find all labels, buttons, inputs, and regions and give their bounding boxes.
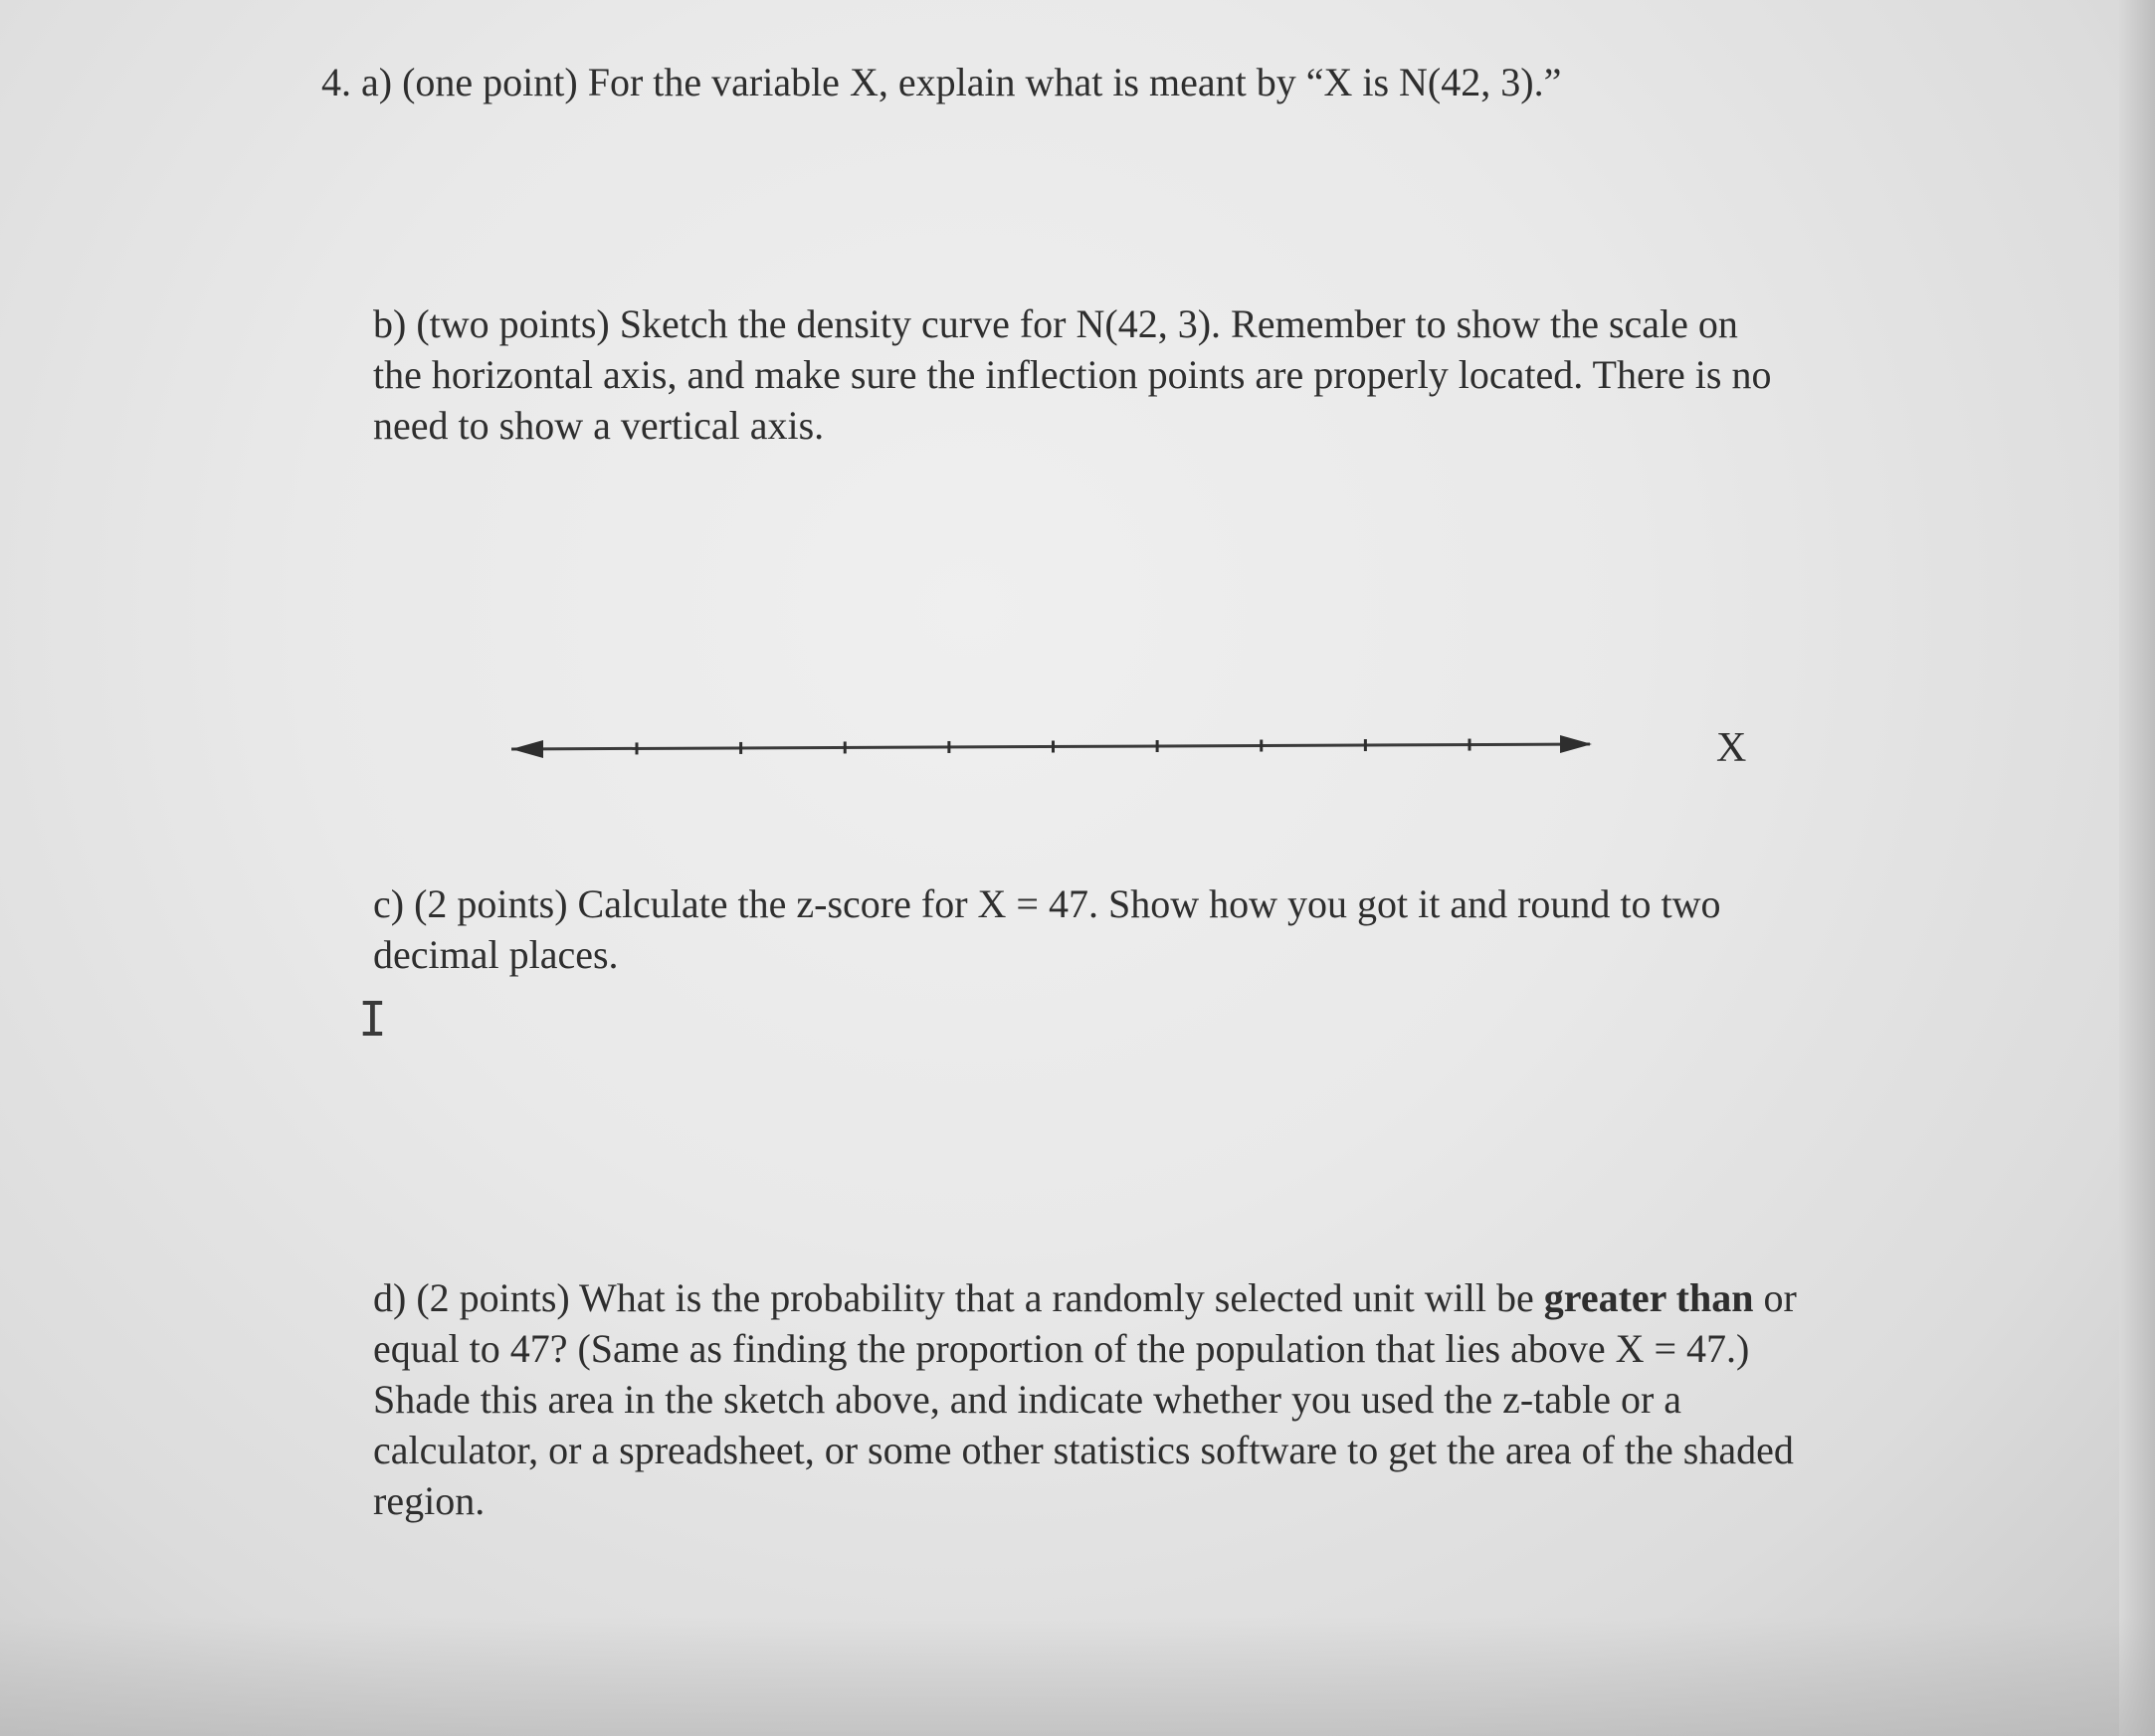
number-line-axis [511,744,1590,749]
text-cursor-icon: I [358,992,387,1048]
question-c-line: c) (2 points) Calculate the z-score for X = 47. Show how you got it and round to two [373,881,1721,926]
screen-edge [2119,0,2155,1736]
question-d-line1-end: or [1753,1275,1797,1320]
question-d-line [373,1272,1797,1323]
question-d-emphasis: greater than [1543,1275,1754,1320]
question-a: 4. a) (one point) For the variable X, explain what is meant by “X is N(42, 3).” [321,60,1562,104]
question-d-line: equal to 47? (Same as finding the proportion of the population that lies above X = 47.) [373,1326,1750,1371]
question-b [373,298,1771,451]
question-b-line: b) (two points) Sketch the density curve for N(42, 3). Remember to show the scale on [373,301,1738,346]
question-d-start: d) (2 points) What is the probability that a randomly selected unit will be [373,1275,1544,1320]
question-c [373,878,1721,980]
question-b-line: the horizontal axis, and make sure the inflection points are properly located. There is no [373,352,1772,397]
bottom-shadow [0,1617,2155,1736]
question-d-line: calculator, or a spreadsheet, or some other statistics software to get the area of the shaded [373,1428,1794,1472]
question-d-line: region. [373,1478,486,1523]
question-d [373,1272,1797,1526]
right-arrow-icon [1560,735,1592,753]
number-line [497,711,1612,781]
axis-variable-label: X [1716,725,1747,771]
left-arrow-icon [511,740,543,758]
question-b-line: need to show a vertical axis. [373,403,825,448]
question-d-line: Shade this area in the sketch above, and indicate whether you used the z-table or a [373,1377,1682,1422]
question-c-line: decimal places. [373,932,619,977]
